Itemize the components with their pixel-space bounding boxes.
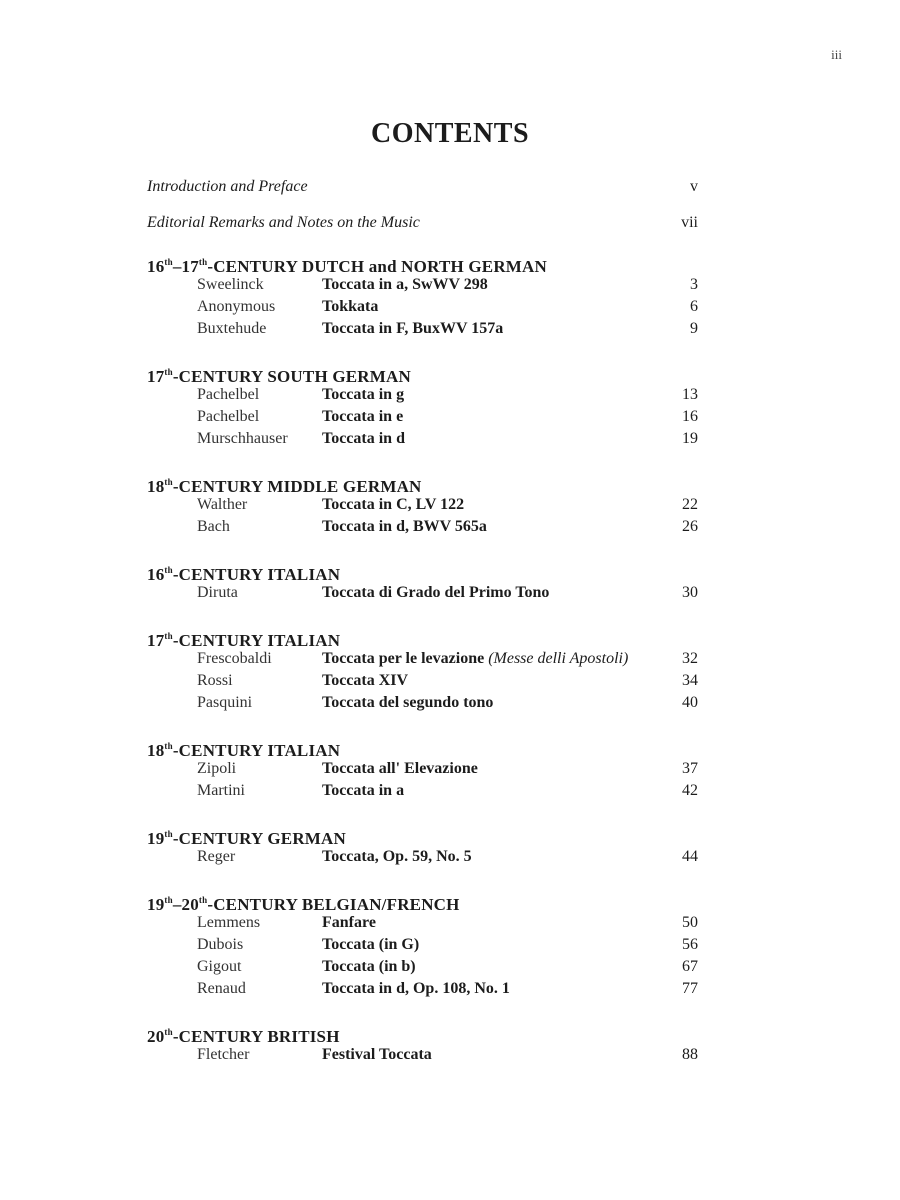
piece-title-text: Toccata in e [322, 408, 404, 425]
toc-entry [147, 428, 698, 450]
piece-title-text: Fanfare [322, 914, 376, 931]
page-number-entry: 34 [682, 672, 698, 689]
toc-entry [147, 846, 698, 868]
front-matter-title: Editorial Remarks and Notes on the Music [147, 214, 420, 231]
piece-title [322, 648, 668, 670]
heading-ordinal-suffix: th [164, 829, 173, 839]
piece-title-text: Toccata XIV [322, 672, 409, 689]
heading-century-number: 17 [147, 367, 165, 386]
piece-title-text: Toccata in C, LV 122 [322, 496, 465, 513]
heading-ordinal-suffix: th [164, 367, 173, 377]
piece-title [322, 428, 668, 450]
toc-section [147, 624, 698, 714]
composer-name: Anonymous [197, 298, 276, 315]
piece-title-text: Toccata (in b) [322, 958, 416, 975]
toc-entry [147, 406, 698, 428]
piece-title-text: Toccata per le levazione [322, 650, 485, 667]
piece-title-text: Toccata in a [322, 782, 405, 799]
heading-century-number: –20 [172, 895, 199, 914]
piece-title [322, 494, 668, 516]
section-heading [147, 734, 698, 758]
piece-title-text: Toccata (in G) [322, 936, 420, 953]
composer-name: Fletcher [197, 1046, 250, 1063]
piece-title [322, 912, 668, 934]
page-number-entry: 44 [682, 848, 698, 865]
toc-entry [147, 934, 698, 956]
toc-entry [147, 384, 698, 406]
section-heading [147, 250, 698, 274]
heading-century-number: 18 [147, 477, 165, 496]
piece-title-text: Toccata in d [322, 430, 405, 447]
composer-name: Walther [197, 496, 248, 513]
piece-title-text: Toccata all' Elevazione [322, 760, 478, 777]
composer-name: Pasquini [197, 694, 253, 711]
heading-text: -CENTURY GERMAN [172, 829, 346, 848]
page-number-entry: 19 [682, 430, 698, 447]
page-number-entry: 3 [690, 276, 698, 293]
page-number-entry: 9 [690, 320, 698, 337]
heading-ordinal-suffix: th [198, 257, 208, 267]
piece-title [322, 384, 668, 406]
heading-ordinal-suffix: th [164, 741, 173, 751]
piece-note: (Messe delli Apostoli) [488, 650, 629, 667]
toc-entry [147, 1044, 698, 1066]
composer-name: Frescobaldi [197, 650, 272, 667]
heading-text: -CENTURY SOUTH GERMAN [172, 367, 411, 386]
piece-title-text: Toccata in d, Op. 108, No. 1 [322, 980, 510, 997]
page-number-entry: 40 [682, 694, 698, 711]
front-matter-title: Introduction and Preface [147, 178, 308, 195]
composer-name: Rossi [197, 672, 233, 689]
heading-century-number: 16 [147, 257, 165, 276]
piece-title-text: Tokkata [322, 298, 379, 315]
toc-section [147, 250, 698, 340]
piece-title [322, 692, 668, 714]
section-heading [147, 624, 698, 648]
composer-name: Pachelbel [197, 386, 260, 403]
composer-name: Lemmens [197, 914, 261, 931]
section-heading [147, 888, 698, 912]
toc-entry [147, 274, 698, 296]
heading-century-number: –17 [172, 257, 199, 276]
heading-text: -CENTURY BELGIAN/FRENCH [207, 895, 460, 914]
page-number-entry: 6 [690, 298, 698, 315]
toc-entry [147, 978, 698, 1000]
heading-century-number: 16 [147, 565, 165, 584]
page-number-entry: 32 [682, 650, 698, 667]
toc-entry [147, 296, 698, 318]
piece-title [322, 296, 668, 318]
page-number-entry: 77 [682, 980, 698, 997]
toc-entry [147, 758, 698, 780]
piece-title [322, 780, 668, 802]
piece-title [322, 582, 668, 604]
piece-title [322, 318, 668, 340]
toc-entry [147, 318, 698, 340]
piece-title [322, 516, 668, 538]
composer-name: Bach [197, 518, 230, 535]
heading-text: -CENTURY DUTCH and NORTH GERMAN [207, 257, 548, 276]
composer-name: Zipoli [197, 760, 237, 777]
toc-entry [147, 956, 698, 978]
page-title: CONTENTS [370, 118, 530, 149]
heading-century-number: 17 [147, 631, 165, 650]
heading-ordinal-suffix: th [164, 257, 173, 267]
table-of-contents [147, 178, 698, 1066]
toc-entry [147, 648, 698, 670]
page-number-entry: 26 [682, 518, 698, 535]
page-number: iii [831, 47, 842, 62]
page-number-entry: 56 [682, 936, 698, 953]
heading-century-number: 20 [147, 1027, 165, 1046]
page-number-entry: 67 [682, 958, 698, 975]
piece-title [322, 956, 668, 978]
section-heading [147, 360, 698, 384]
heading-text: -CENTURY ITALIAN [172, 565, 341, 584]
page-number-entry: 13 [682, 386, 698, 403]
heading-ordinal-suffix: th [164, 565, 173, 575]
composer-name: Reger [197, 848, 236, 865]
front-matter-page: v [690, 178, 698, 195]
piece-title [322, 406, 668, 428]
section-heading [147, 822, 698, 846]
composer-name: Murschhauser [197, 430, 288, 447]
piece-title-text: Toccata di Grado del Primo Tono [322, 584, 550, 601]
piece-title [322, 758, 668, 780]
heading-ordinal-suffix: th [164, 631, 173, 641]
toc-entry [147, 516, 698, 538]
section-heading [147, 470, 698, 494]
sections [147, 250, 698, 1066]
piece-title-text: Toccata in a, SwWV 298 [322, 276, 488, 293]
toc-section [147, 1020, 698, 1066]
piece-title [322, 978, 668, 1000]
piece-title-text: Toccata del segundo tono [322, 694, 494, 711]
page-number-entry: 50 [682, 914, 698, 931]
piece-title-text: Toccata in g [322, 386, 405, 403]
heading-text: -CENTURY MIDDLE GERMAN [172, 477, 422, 496]
toc-entry [147, 912, 698, 934]
heading-text: -CENTURY BRITISH [172, 1027, 340, 1046]
toc-entry [147, 692, 698, 714]
heading-century-number: 18 [147, 741, 165, 760]
piece-title-text: Toccata in F, BuxWV 157a [322, 320, 504, 337]
toc-section [147, 888, 698, 1000]
composer-name: Gigout [197, 958, 242, 975]
toc-entry [147, 582, 698, 604]
toc-section [147, 558, 698, 604]
composer-name: Sweelinck [197, 276, 264, 293]
heading-ordinal-suffix: th [164, 1027, 173, 1037]
toc-section [147, 734, 698, 802]
section-heading [147, 1020, 698, 1044]
toc-entry [147, 780, 698, 802]
page-number-entry: 22 [682, 496, 698, 513]
piece-title [322, 670, 668, 692]
front-matter-page: vii [681, 214, 698, 231]
piece-title-text: Festival Toccata [322, 1046, 432, 1063]
piece-title [322, 846, 668, 868]
page-number-entry: 37 [682, 760, 698, 777]
piece-title-text: Toccata, Op. 59, No. 5 [322, 848, 472, 865]
composer-name: Renaud [197, 980, 246, 997]
composer-name: Buxtehude [197, 320, 267, 337]
front-matter-row [147, 178, 698, 202]
composer-name: Pachelbel [197, 408, 260, 425]
page-number-entry: 30 [682, 584, 698, 601]
toc-section [147, 470, 698, 538]
composer-name: Diruta [197, 584, 238, 601]
piece-title [322, 274, 668, 296]
piece-title-text: Toccata in d, BWV 565a [322, 518, 487, 535]
heading-century-number: 19 [147, 895, 165, 914]
section-heading [147, 558, 698, 582]
page-number-entry: 88 [682, 1046, 698, 1063]
front-matter-row [147, 214, 698, 238]
heading-text: -CENTURY ITALIAN [172, 741, 341, 760]
heading-ordinal-suffix: th [164, 477, 173, 487]
toc-section [147, 822, 698, 868]
composer-name: Dubois [197, 936, 244, 953]
piece-title [322, 1044, 668, 1066]
heading-century-number: 19 [147, 829, 165, 848]
composer-name: Martini [197, 782, 245, 799]
toc-section [147, 360, 698, 450]
page-number-entry: 42 [682, 782, 698, 799]
page-number-entry: 16 [682, 408, 698, 425]
toc-entry [147, 670, 698, 692]
heading-ordinal-suffix: th [164, 895, 173, 905]
piece-title [322, 934, 668, 956]
front-matter [147, 178, 698, 238]
toc-entry [147, 494, 698, 516]
heading-ordinal-suffix: th [198, 895, 208, 905]
heading-text: -CENTURY ITALIAN [172, 631, 341, 650]
